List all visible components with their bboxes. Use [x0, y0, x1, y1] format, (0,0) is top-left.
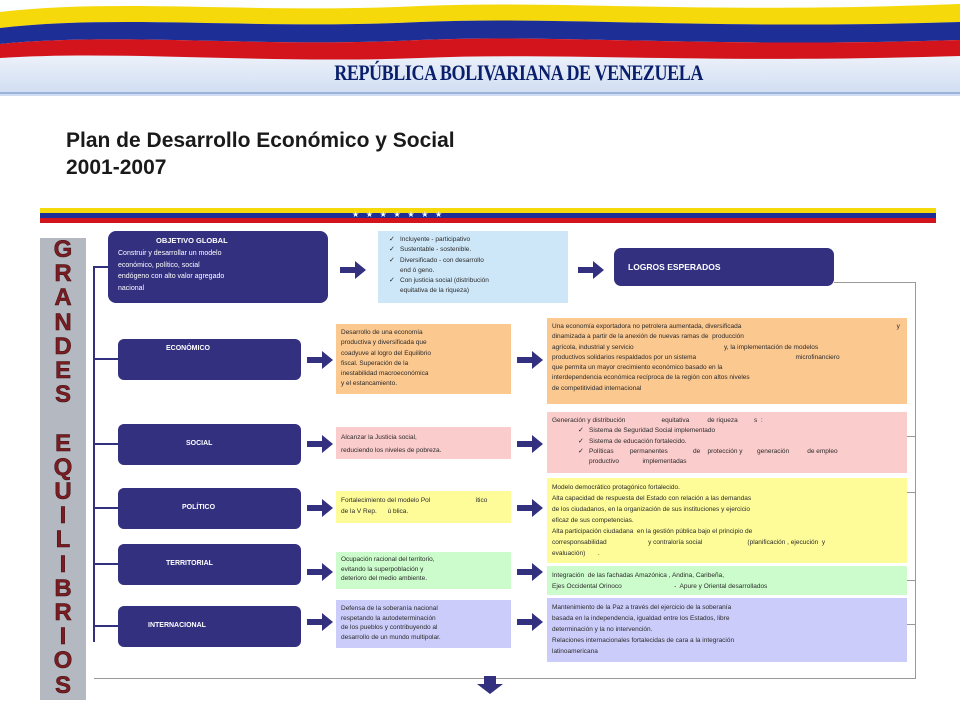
criterio-continuation: equitativa de la riqueza): [400, 287, 470, 295]
logro-line: de competitividad internacional: [552, 384, 642, 392]
arrow-right-icon: [340, 260, 366, 280]
side-label-letter: E: [54, 429, 71, 457]
arrow-right-icon: [307, 562, 333, 582]
side-label-letter: U: [54, 478, 72, 505]
logro-line: evaluación) .: [552, 550, 600, 557]
side-label-letter: S: [54, 671, 71, 699]
objetivo-line: de la V Rep. ú blica.: [341, 508, 409, 515]
side-label-letter: R: [54, 599, 72, 626]
dimension-territorial: [118, 544, 301, 585]
logro-item: ✓ Sistema de Seguridad Social implementado: [578, 426, 902, 436]
arrow-right-icon: [307, 612, 333, 632]
right-connector: [915, 282, 916, 679]
side-label-letter: G: [53, 236, 73, 263]
logro-line: Alta capacidad de respuesta del Estado con relación a las demandas: [552, 495, 752, 502]
logros-territorial: [547, 566, 907, 595]
logro-continuation: productivo implementadas: [589, 458, 687, 466]
header-rule: [0, 92, 960, 94]
connector-tick: [907, 624, 916, 625]
objetivo-line: productiva y diversificada que: [341, 339, 427, 347]
criterio-item: ✓ Con justicia social (distribución: [389, 276, 563, 286]
logro-line: agrícola, industrial y servicio y, la implementación de modelos: [552, 343, 819, 351]
side-label-letter: B: [54, 574, 72, 602]
objetivo-territorial: [336, 552, 511, 589]
side-label-letter: I: [59, 550, 67, 578]
logro-line: Mantenimiento de la Paz a través del ejercicio de la soberanía: [552, 604, 732, 611]
objetivo-line: inestabilidad macroeconómica: [341, 370, 429, 378]
logro-head: Generación y distribución equitativa de riqueza s :: [552, 417, 763, 424]
objetivo-line: nacional: [118, 284, 145, 292]
logros-esperados-label: LOGROS ESPERADOS: [628, 262, 721, 272]
logro-line: de los ciudadanos, en la organización de sus instituciones y ejercicio: [552, 506, 751, 513]
arrow-right-icon: [517, 498, 543, 518]
objetivo-line: Ocupación racional del territorio,: [341, 556, 435, 563]
logros-esperados-box: [614, 248, 834, 286]
connector-tick: [907, 492, 916, 493]
side-label-letter: E: [54, 357, 71, 384]
logro-line: corresponsabilidad y contraloría social (planificación , ejecución y: [552, 539, 826, 546]
side-label-letter: I: [59, 502, 67, 530]
criterio-item: ✓ Incluyente - participativo: [389, 235, 563, 245]
logros-politico: [547, 478, 907, 563]
arrow-right-icon: [307, 350, 333, 370]
arrow-right-icon: [517, 434, 543, 454]
arrow-right-icon: [517, 350, 543, 370]
side-label-letter: I: [59, 623, 67, 651]
connector-tick: [93, 625, 119, 627]
logro-line: productivos solidarios respaldados por un sistema microfinanciero: [552, 353, 840, 361]
dimension-internacional: [118, 606, 301, 647]
objetivo-line: respetando la autodeterminación: [341, 614, 436, 622]
connector-tick: [93, 358, 119, 360]
logros-social: [547, 412, 907, 473]
logro-line: Alta participación ciudadana en la gestión pública bajo el principio de: [552, 528, 753, 535]
dimension-label: ECONÓMICO: [166, 345, 210, 352]
dimension-label: POLÍTICO: [182, 504, 216, 511]
objetivo-line: y el estancamiento.: [341, 380, 398, 388]
objetivo-social: [336, 427, 511, 459]
criterio-continuation: end ó geno.: [400, 266, 435, 274]
arrow-right-icon: [307, 434, 333, 454]
dimension-label: SOCIAL: [186, 440, 213, 447]
connector-tick: [93, 563, 119, 565]
logro-line: Relaciones internacionales fortalecidas de cara a la integración: [552, 637, 735, 644]
logro-line: que permita un mayor crecimiento económico basado en la: [552, 364, 723, 372]
arrow-down-icon: [476, 676, 504, 694]
objetivo-line: evitando la superpoblación y: [341, 565, 424, 573]
criterios-box: [378, 231, 568, 303]
stars-row: ★ ★ ★ ★ ★ ★ ★: [352, 210, 443, 219]
side-label-letter: N: [54, 308, 72, 336]
logro-line: Ejes Occidental Orinoco - Apure y Oriental desarrollados: [552, 583, 768, 590]
side-label-letter: D: [54, 332, 72, 360]
objetivo-line: endógeno con alto valor agregado: [118, 273, 225, 280]
dimension-social: [118, 424, 301, 465]
arrow-right-icon: [307, 498, 333, 518]
side-label-letter: S: [54, 381, 71, 409]
logro-line: dinamizada a partir de la anexión de nuevas ramas de producción: [552, 333, 744, 341]
logro-line: eficaz de sus competencias.: [552, 517, 634, 524]
logros-internacional: [547, 598, 907, 662]
side-label-letter: L: [55, 526, 71, 554]
connector-tick: [93, 443, 119, 445]
objetivo-global-box: [108, 231, 328, 303]
logro-item: ✓ Sistema de educación fortalecido.: [578, 437, 902, 447]
objetivo-line: reduciendo los niveles de pobreza.: [341, 447, 442, 454]
side-label-column: [40, 238, 86, 700]
connector-tick: [907, 580, 916, 581]
objetivo-line: Defensa de la soberanía nacional: [341, 605, 438, 612]
logro-line: basada en la independencia, igualdad entre los Estados, libre: [552, 615, 730, 622]
logro-item: ✓ Políticas permanentes de protección y generación de empleo: [578, 447, 902, 457]
objetivo-line: Fortalecimiento del modelo Pol ítico: [341, 497, 488, 504]
arrow-right-icon: [517, 562, 543, 582]
objetivo-economico: [336, 324, 511, 394]
objetivo-line: fiscal. Superación de la: [341, 359, 409, 367]
criterio-item: ✓ Diversificado - con desarrollo: [389, 256, 563, 266]
objetivo-line: Construir y desarrollar un modelo: [118, 250, 222, 257]
side-label-letter: O: [53, 647, 73, 675]
right-connector-top: [834, 282, 916, 283]
dimension-label: TERRITORIAL: [166, 560, 213, 567]
objetivo-line: deterioro del medio ambiente.: [341, 575, 427, 582]
side-label-letter: R: [54, 260, 72, 288]
objetivo-line: desarrollo de un mundo multipolar.: [341, 633, 441, 641]
stripe-red: [40, 218, 936, 223]
objetivo-global-title: OBJETIVO GLOBAL: [156, 236, 228, 245]
connector-tick: [93, 266, 109, 268]
logro-line: interdependencia económica recíproca de la región con altos niveles: [552, 374, 750, 382]
objetivo-line: Desarrollo de una economía: [341, 329, 423, 336]
objetivo-line: económico, político, social: [118, 261, 200, 269]
objetivo-line: de los pueblos y contribuyendo al: [341, 624, 438, 631]
dimension-label: INTERNACIONAL: [148, 622, 206, 629]
header-title: REPÚBLICA BOLIVARIANA DE VENEZUELA: [334, 60, 704, 85]
logro-line: Integración de las fachadas Amazónica , Andina, Caribeña,: [552, 572, 724, 579]
connector-tick: [93, 507, 119, 509]
objetivo-line: Alcanzar la Justicia social,: [341, 434, 417, 441]
objetivo-global-text: [118, 248, 224, 294]
page-title: Plan de Desarrollo Económico y Social 2001-2007: [66, 129, 455, 179]
objetivo-internacional: [336, 600, 511, 648]
logro-line: determinación y la no intervención.: [552, 626, 653, 633]
dimension-economico: [118, 339, 301, 380]
left-connector: [93, 266, 95, 642]
bottom-connector: [94, 678, 916, 679]
dimension-politico: [118, 488, 301, 529]
arrow-right-icon: [578, 260, 604, 280]
connector-tick: [907, 436, 916, 437]
logro-line: latinoamericana: [552, 648, 598, 655]
side-label-letter: A: [54, 284, 72, 312]
logro-line: Una economía exportadora no petrolera aumentada, diversificada y: [552, 323, 900, 330]
arrow-right-icon: [517, 612, 543, 632]
objetivo-line: coadyuve al logro del Equilibrio: [341, 349, 431, 357]
criterio-item: ✓ Sustentable - sostenible.: [389, 245, 563, 255]
logros-economico: [547, 318, 907, 404]
logro-line: Modelo democrático protagónico fortalecido.: [552, 484, 680, 491]
objetivo-politico: [336, 491, 511, 523]
side-label-letter: Q: [53, 453, 73, 481]
